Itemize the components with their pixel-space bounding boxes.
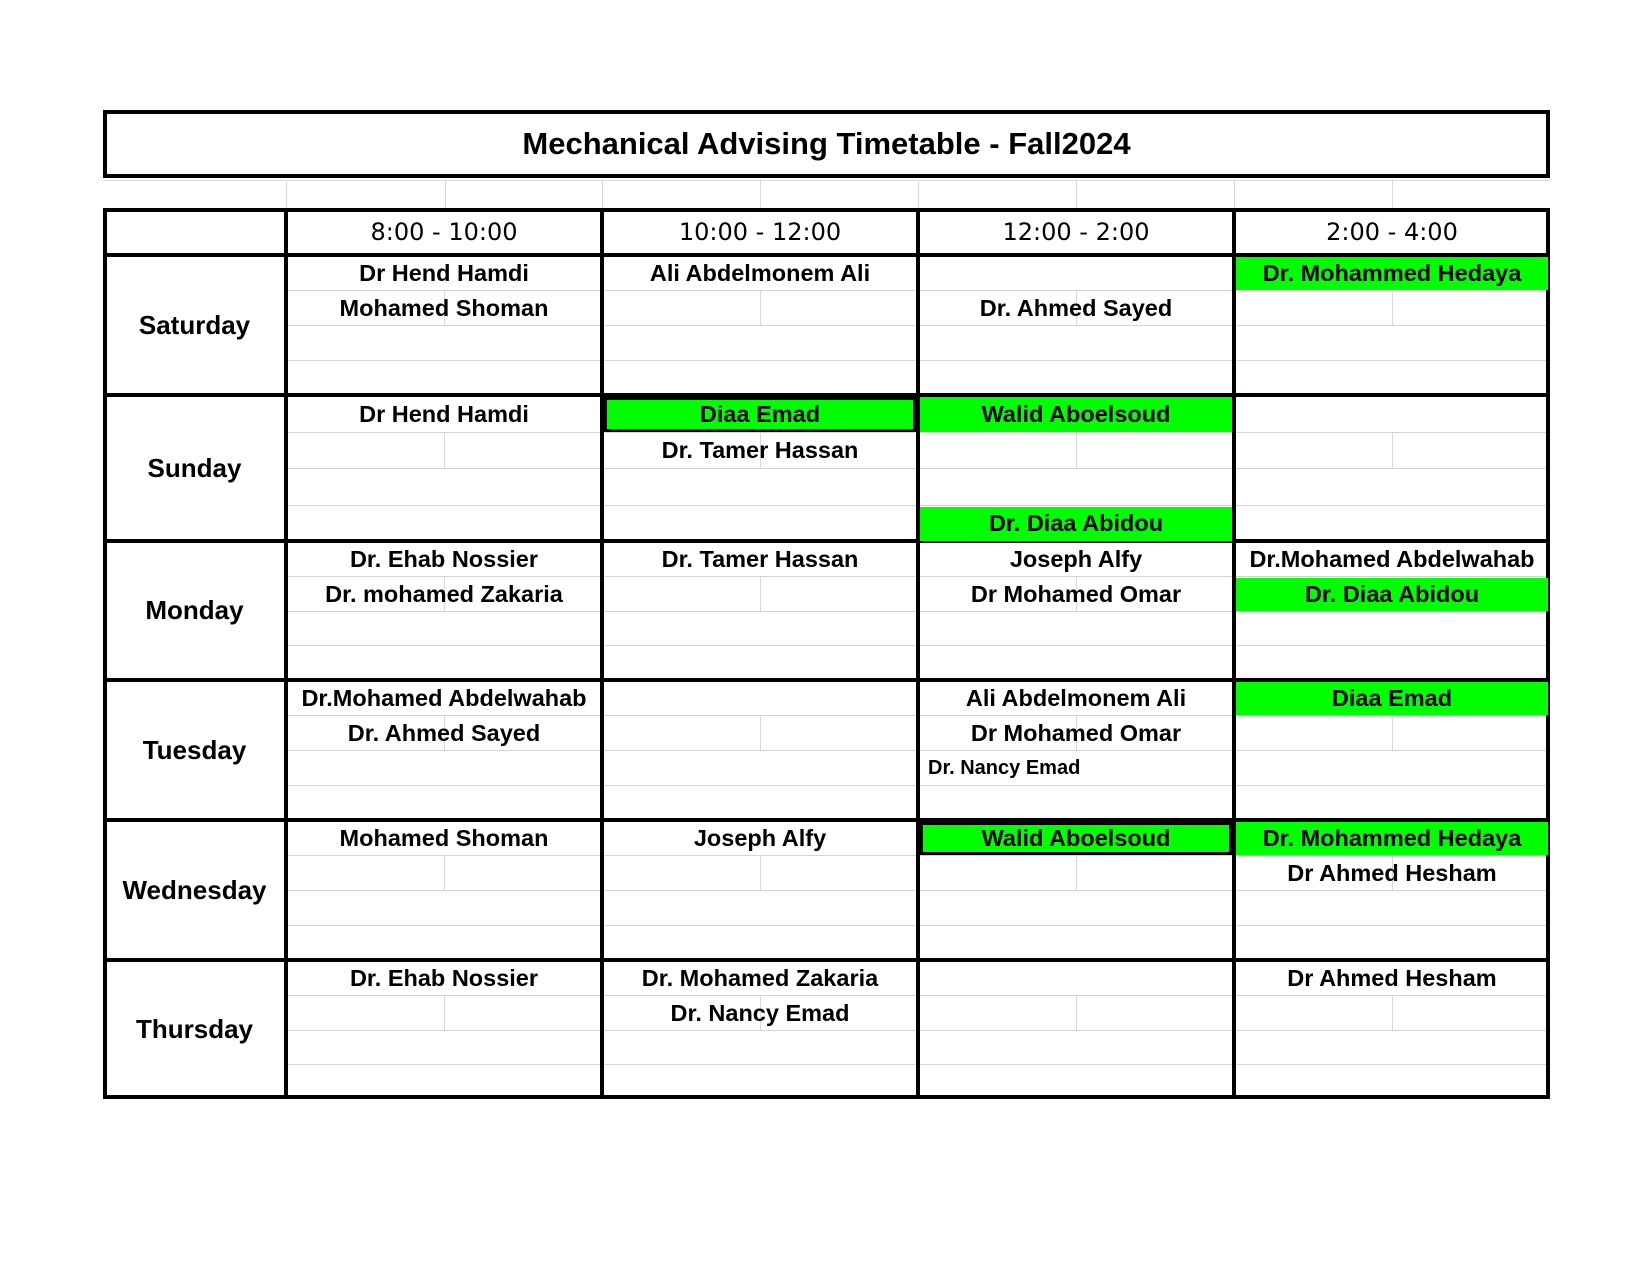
advisor-entry: Walid Aboelsoud <box>920 397 1232 432</box>
advisor-entry: Walid Aboelsoud <box>920 822 1232 855</box>
advisor-entry: Joseph Alfy <box>693 825 827 851</box>
gridline <box>602 180 603 208</box>
advisor-entry: Dr. Ahmed Sayed <box>347 720 541 746</box>
advisor-entry: Dr. Diaa Abidou <box>1236 578 1548 611</box>
advisor-entry: Dr. Mohamed Zakaria <box>641 964 879 991</box>
advisor-entry: Dr. Diaa Abidou <box>920 507 1232 542</box>
gridline <box>103 180 1550 181</box>
day-label: Tuesday <box>142 734 247 765</box>
advisor-entry: Dr. Ahmed Sayed <box>979 295 1173 321</box>
page-title: Mechanical Advising Timetable - Fall2024 <box>103 110 1550 178</box>
advisor-entry: Dr Hend Hamdi <box>359 400 529 427</box>
advisor-entry: Dr. Ehab Nossier <box>349 964 539 991</box>
advisor-entry: Dr.Mohamed Abdelwahab <box>1249 545 1535 572</box>
advisor-entry: Dr.Mohamed Abdelwahab <box>301 685 587 711</box>
advisor-entry: Dr Hend Hamdi <box>359 260 529 286</box>
day-label: Thursday <box>135 1014 254 1044</box>
advisor-entry: Diaa Emad <box>1236 682 1548 715</box>
advisor-entry: Dr Mohamed Omar <box>970 720 1182 746</box>
advisor-entry: Dr Mohamed Omar <box>970 580 1182 607</box>
gridline <box>1234 180 1235 208</box>
day-label: Monday <box>145 595 244 625</box>
gridline <box>286 180 287 208</box>
advisor-entry: Joseph Alfy <box>1009 545 1143 572</box>
advisor-entry: Mohamed Shoman <box>339 295 549 321</box>
advisor-entry: Dr. Nancy Emad <box>928 757 1081 779</box>
column-divider <box>916 208 920 1099</box>
advisor-entry: Ali Abdelmonem Ali <box>649 260 871 286</box>
advisor-entry: Dr Ahmed Hesham <box>1287 964 1497 991</box>
day-label: Sunday <box>147 452 242 483</box>
advisor-entry: Mohamed Shoman <box>339 825 549 851</box>
advisor-entry: Dr Ahmed Hesham <box>1287 860 1497 886</box>
time-slot-header: 12:00 - 2:00 <box>1002 217 1150 246</box>
gridline <box>760 180 761 208</box>
gridline <box>1076 180 1077 208</box>
gridline <box>445 180 446 208</box>
time-slot-header: 2:00 - 4:00 <box>1326 217 1458 246</box>
time-slot-header: 10:00 - 12:00 <box>678 217 842 246</box>
advisor-entry: Dr. mohamed Zakaria <box>325 580 563 607</box>
day-label: Saturday <box>138 309 251 340</box>
time-slot-header: 8:00 - 10:00 <box>370 217 518 246</box>
advisor-entry: Dr. Nancy Emad <box>670 999 850 1026</box>
advisor-entry: Dr. Ehab Nossier <box>349 545 539 572</box>
advisor-entry: Dr. Tamer Hassan <box>661 437 859 464</box>
gridline <box>1392 180 1393 208</box>
gridline <box>918 180 919 208</box>
advisor-entry: Diaa Emad <box>604 397 916 432</box>
advisor-entry: Dr. Mohammed Hedaya <box>1236 822 1548 855</box>
day-label: Wednesday <box>122 874 267 905</box>
advisor-entry: Ali Abdelmonem Ali <box>965 685 1187 711</box>
advisor-entry: Dr. Tamer Hassan <box>661 545 859 572</box>
advisor-entry: Dr. Mohammed Hedaya <box>1236 257 1548 290</box>
